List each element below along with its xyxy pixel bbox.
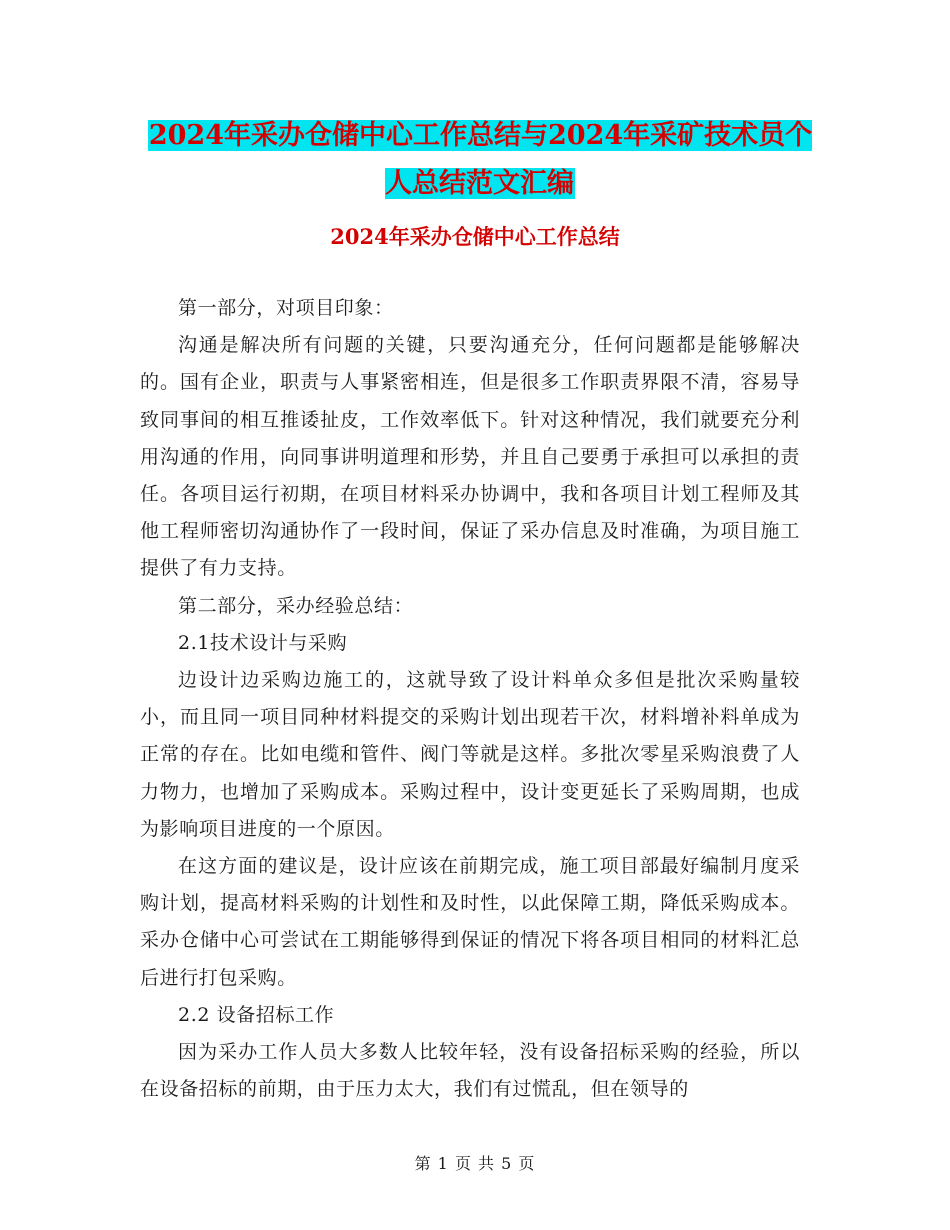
- paragraph-subheading-2-1: 2.1技术设计与采购: [178, 631, 348, 654]
- paragraph-part-two-heading: 第二部分，采办经验总结：: [178, 594, 414, 617]
- paragraph-equipment-bidding: 因为采办工作人员大多数人比较年轻，没有设备招标采购的经验，所以在设备招标的前期，由于压力太大，我们有过慌乱，但在领导的: [140, 1041, 800, 1101]
- document-body: [140, 290, 800, 1108]
- paragraph-subheading-2-2: 2.2 设备招标工作: [178, 1003, 335, 1026]
- document-title: [140, 112, 820, 208]
- section-title: 2024年采办仓储中心工作总结: [330, 224, 620, 249]
- paragraph-design-procurement: 边设计边采购边施工的，这就导致了设计料单众多但是批次采购量较小，而且同一项目同种材料提交的采购计划出现若干次，材料增补料单成为正常的存在。比如电缆和管件、阀门等就是这样。多批次零星采购浪费了人力物力，也增加了采购成本。采购过程中，设计变更延长了采购周期，也成为影响项目进度的一个原因。: [140, 669, 800, 840]
- document-title-text: 2024年采办仓储中心工作总结与2024年采矿技术员个人总结范文汇编: [148, 120, 813, 199]
- paragraph-communication: 沟通是解决所有问题的关键，只要沟通充分，任何问题都是能够解决的。国有企业，职责与人事紧密相连，但是很多工作职责界限不清，容易导致同事间的相互推诿扯皮，工作效率低下。针对这种情况，我们就要充分利用沟通的作用，向同事讲明道理和形势，并且自己要勇于承担可以承担的责任。各项目运行初期，在项目材料采办协调中，我和各项目计划工程师及其他工程师密切沟通协作了一段时间，保证了采办信息及时准确，为项目施工提供了有力支持。: [140, 334, 800, 580]
- paragraph-part-one-heading: 第一部分，对项目印象：: [178, 297, 394, 319]
- paragraph-suggestion: 在这方面的建议是，设计应该在前期完成，施工项目部最好编制月度采购计划，提高材料采购的计划性和及时性，以此保障工期，降低采购成本。采办仓储中心可尝试在工期能够得到保证的情况下将各项目相同的材料汇总后进行打包采购。: [140, 855, 800, 989]
- page-footer: 第 1 页 共 5 页: [414, 1154, 536, 1173]
